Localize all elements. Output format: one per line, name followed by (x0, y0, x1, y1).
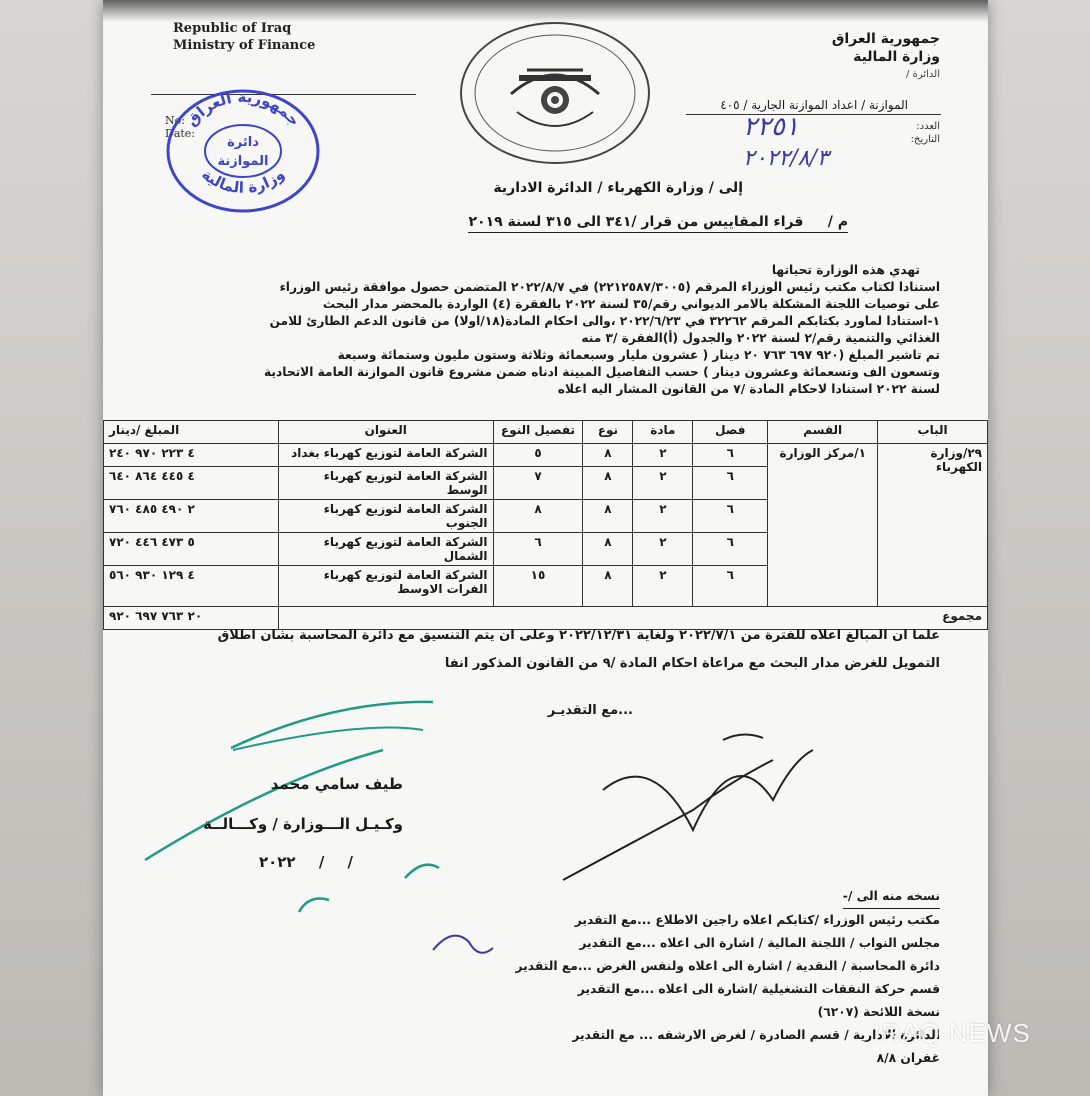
english-country: Republic of Iraq (173, 21, 292, 36)
cell-madda: ٢ (633, 533, 693, 566)
note-line: علما ان المبالغ اعلاه للفترة من ٢٠٢٢/٧/١ ولغاية ٢٠٢٢/١٢/٣١ وعلى ان يتم التنسيق مع دائرة المحاسبة بشان اطلاق (217, 628, 940, 643)
english-no-label: No: (165, 114, 185, 127)
signatory-title: وكـيـل الـــوزارة / وكـــالــة (203, 815, 403, 833)
date-label: التاريخ: (910, 134, 940, 145)
subject-prefix: م / (827, 214, 848, 230)
letterhead-divider-right (686, 114, 941, 115)
cell-amount: ٤ ١٢٩ ٩٣٠ ٥٦٠ (104, 566, 279, 607)
stamp-top-text: جمهورية العراق (182, 87, 304, 130)
stamp-mid-line2: الموازنة (217, 154, 269, 169)
body-line: استنادا لكتاب مكتب رئيس الوزراء المرقم (٢٢١٢٥٨٧/٣٠٠٥) في ٢٠٢٢/٨/٧ المتضمن حصول موافقة رئيس الوزراء (279, 280, 940, 294)
cell-amount: ٢ ٤٩٠ ٤٨٥ ٧٦٠ (104, 500, 279, 533)
background-left (0, 0, 103, 1096)
cell-tafseel: ٧ (493, 467, 583, 500)
subject-text: قراء المقاييس من قرار /٣٤١ الى ٣١٥ لسنة ٢٠١٩ (468, 214, 804, 230)
english-letterhead (173, 20, 315, 54)
note-line: التمويل للغرض مدار البحث مع مراعاة احكام المادة /٩ من القانون المذكور انفا (444, 656, 940, 671)
cell-unwan: الشركة العامة لتوزيع كهرباء الشمال (278, 533, 493, 566)
copy-line: قسم حركة النفقات التشغيلية /اشارة الى اعلاه ...مع التقدير (577, 982, 940, 996)
arabic-country: جمهورية العراق (831, 31, 940, 47)
body-line: تهدي هذه الوزارة تحياتها (771, 263, 920, 277)
header-tafseel: تفصيل النوع (493, 421, 583, 444)
body-line: لسنة ٢٠٢٢ استنادا لاحكام المادة /٧ من القانون المشار اليه اعلاه (557, 382, 940, 396)
cell-naw: ٨ (583, 533, 633, 566)
copy-line: نسخة اللائحة (٦٢٠٧) (817, 1005, 940, 1019)
top-shadow (103, 0, 988, 22)
addressee: إلى / وزارة الكهرباء / الدائرة الادارية (493, 180, 743, 196)
letter-body (140, 262, 940, 398)
cell-naw: ٨ (583, 566, 633, 607)
stamp-mid-line1: دائرة (227, 135, 259, 150)
reference-line: الموازنة / اعداد الموازنة الجارية / ٤٠٥ (720, 98, 908, 112)
department-stamp-icon (163, 86, 323, 216)
funding-note (100, 622, 940, 678)
body-line: على توصيات اللجنة المشكلة بالامر الديواني رقم/٣٥ لسنة ٢٠٢٢ بالفقرة (٤) الواردة بالمحضر مدار البحث (322, 297, 940, 311)
svg-text:جمهورية العراق (182, 88, 303, 130)
table-header-row (104, 421, 988, 444)
header-qism: القسم (768, 421, 878, 444)
body-line: ١-استنادا لماورد بكتابكم المرقم ٣٢٢٦٢ في ٢٠٢٢/٦/٢٣ ،والى احكام المادة(١٨/اولا) من قانون الدعم الطارئ للامن (269, 314, 940, 328)
number-label: العدد: (916, 121, 940, 132)
copy-line: مجلس النواب / اللجنة المالية / اشارة الى اعلاه ...مع التقدير (579, 936, 940, 950)
cell-fasl: ٦ (693, 444, 768, 467)
header-naw: نوع (583, 421, 633, 444)
cell-naw: ٨ (583, 444, 633, 467)
english-date-label: Date: (165, 127, 196, 140)
cell-madda: ٢ (633, 500, 693, 533)
cell-tafseel: ٦ (493, 533, 583, 566)
arabic-department-label: الدائرة / (906, 69, 940, 80)
arabic-ministry: وزارة المالية (853, 49, 940, 65)
body-line: تم تاشير المبلغ (٩٢٠ ٦٩٧ ٧٦٣ ٢٠ دينار ( عشرون مليار وسبعمائة وثلاثة وستون مليون وستمائة وسبعة (337, 348, 940, 362)
header-unwan: العنوان (278, 421, 493, 444)
cell-fasl: ٦ (693, 533, 768, 566)
cell-unwan: الشركة العامة لتوزيع كهرباء الجنوب (278, 500, 493, 533)
copy-line: الدائرة الادارية / قسم الصادرة / لغرض الارشفه ... مع التقدير (572, 1028, 940, 1042)
handwritten-date: ٢٠٢٢/٨/٣ (743, 146, 829, 171)
cell-unwan: الشركة العامة لتوزيع كهرباء بغداد (278, 444, 493, 467)
signatory-name: طيف سامي محمد (270, 775, 403, 793)
handwritten-number: ٢٢٥١ (743, 112, 799, 142)
ministry-emblem-icon (457, 20, 653, 166)
cell-qism: ١/مركز الوزارة (768, 444, 878, 607)
body-line: الغذائي والتنمية رقم/٢ لسنة ٢٠٢٢ والجدول (أ)الفقرة /٣ منه (581, 331, 940, 345)
total-label: مجموع (278, 607, 987, 630)
signature-date: / / ٢٠٢٢ (258, 853, 353, 871)
copy-line: دائرة المحاسبة / النقدية / اشارة الى اعلاه ولنفس الغرض ...مع التقدير (515, 959, 940, 973)
cell-tafseel: ٥ (493, 444, 583, 467)
header-fasl: فصل (693, 421, 768, 444)
number-date-labels (911, 120, 940, 146)
cell-bab: ٢٩/وزارة الكهرباء (878, 444, 988, 607)
cell-amount: ٤ ٤٤٥ ٨٦٤ ٦٤٠ (104, 467, 279, 500)
cell-amount: ٤ ٢٢٣ ٩٧٠ ٢٤٠ (104, 444, 279, 467)
copy-line: مكتب رئيس الوزراء /كتابكم اعلاه راجين الاطلاع ...مع التقدير (574, 913, 940, 927)
cell-unwan: الشركة العامة لتوزيع كهرباء الفرات الاوسط (278, 566, 493, 607)
regards-line: ...مع التقديـر (547, 703, 633, 718)
cell-tafseel: ١٥ (493, 566, 583, 607)
header-madda: مادة (633, 421, 693, 444)
total-amount: ٢٠ ٧٦٣ ٦٩٧ ٩٢٠ (104, 607, 279, 630)
allocation-table (103, 420, 988, 630)
body-line: وتسعون الف وتسعمائة وعشرون دينار ) حسب التفاصيل المبينة ادناه ضمن مشروع قانون الموازنة العامة الاتحادية (264, 365, 940, 379)
stamp-bottom-text: وزارة المالية (198, 165, 288, 197)
cell-amount: ٥ ٤٧٣ ٤٤٦ ٧٢٠ (104, 533, 279, 566)
header-amount: المبلغ /دينار (104, 421, 279, 444)
cell-unwan: الشركة العامة لتوزيع كهرباء الوسط (278, 467, 493, 500)
background-right (988, 0, 1090, 1096)
english-ministry: Ministry of Finance (173, 38, 316, 53)
cell-naw: ٨ (583, 500, 633, 533)
svg-text:وزارة المالية (198, 165, 288, 197)
document-page (103, 0, 1031, 1096)
cell-madda: ٢ (633, 444, 693, 467)
cell-madda: ٢ (633, 566, 693, 607)
cell-tafseel: ٨ (493, 500, 583, 533)
copies-heading: نسخه منه الى /- (843, 885, 940, 909)
cell-naw: ٨ (583, 467, 633, 500)
arabic-letterhead (832, 30, 940, 84)
header-bab: الباب (878, 421, 988, 444)
copies-list (340, 885, 940, 1070)
cell-fasl: ٦ (693, 500, 768, 533)
news-watermark: IRAQ NEWS (873, 1018, 1031, 1048)
table-row (104, 444, 988, 467)
cell-madda: ٢ (633, 467, 693, 500)
copy-line: غفران ٨/٨ (876, 1051, 940, 1065)
cell-fasl: ٦ (693, 566, 768, 607)
subject-line (468, 214, 848, 233)
cell-fasl: ٦ (693, 467, 768, 500)
